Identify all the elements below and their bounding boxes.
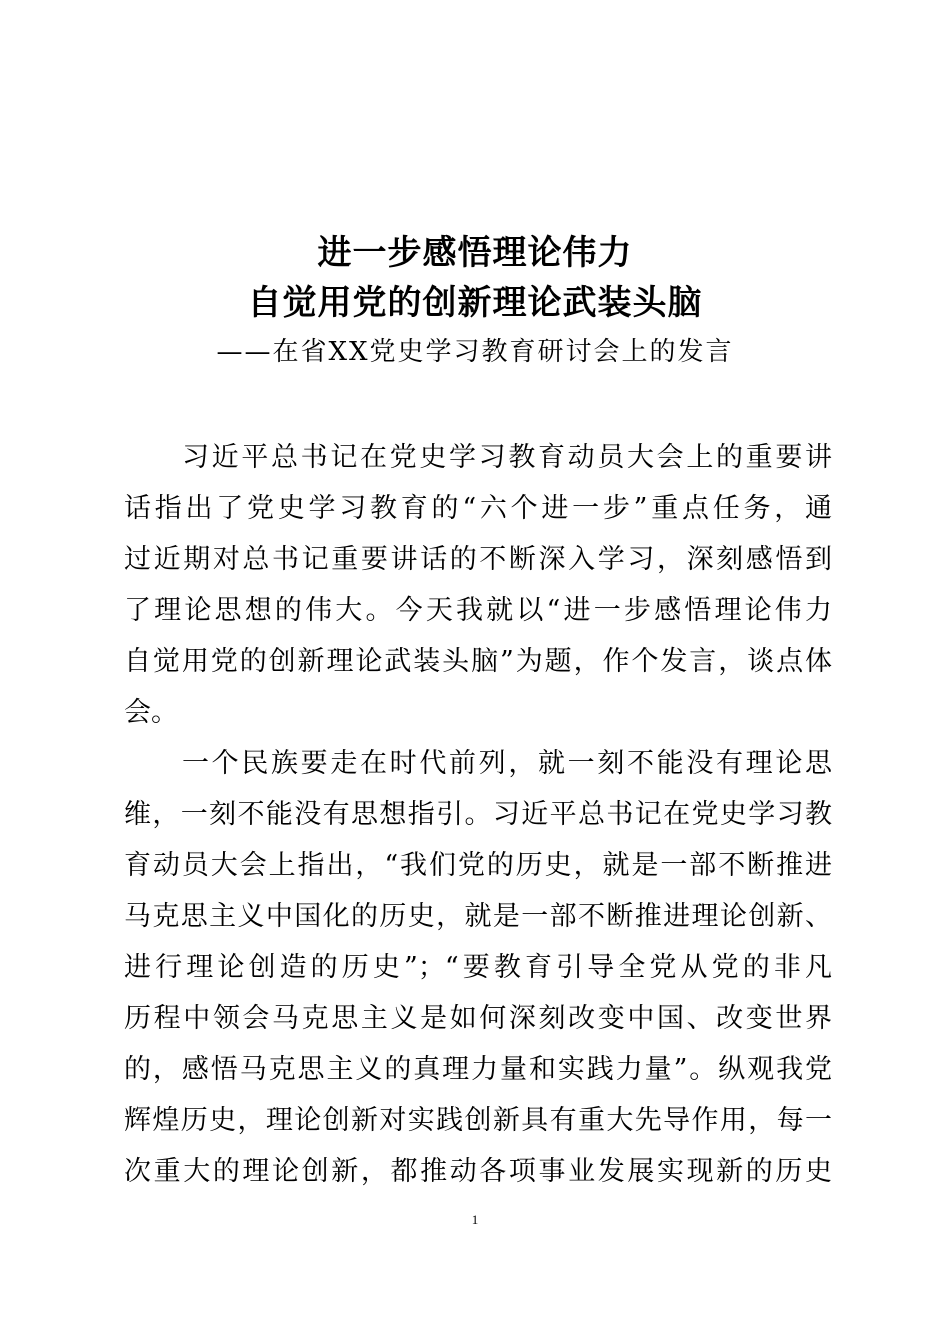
paragraph-line: 维，一刻不能没有思想指引。习近平总书记在党史学习教 xyxy=(124,799,832,830)
paragraph-line: 过近期对总书记重要讲话的不断深入学习，深刻感悟到 xyxy=(124,544,832,575)
page-number: 1 xyxy=(471,1212,479,1227)
paragraph-line: 辉煌历史，理论创新对实践创新具有重大先导作用，每一 xyxy=(124,1105,832,1136)
paragraph-2 xyxy=(124,738,832,1197)
paragraph-line: 自觉用党的创新理论武装头脑”为题，作个发言，谈点体 xyxy=(124,646,832,677)
paragraph-1 xyxy=(124,432,832,738)
paragraph-line: 话指出了党史学习教育的“六个进一步”重点任务，通 xyxy=(124,493,832,524)
title-block xyxy=(0,228,950,372)
document-title-line-2: 自觉用党的创新理论武装头脑 xyxy=(247,283,703,323)
paragraph-line: 进行理论创造的历史”；“要教育引导全党从党的非凡 xyxy=(124,952,832,983)
paragraph-line: 一个民族要走在时代前列，就一刻不能没有理论思 xyxy=(182,748,832,779)
paragraph-line: 会。 xyxy=(124,697,178,728)
paragraph-line: 了理论思想的伟大。今天我就以“进一步感悟理论伟力 xyxy=(124,595,832,626)
paragraph-line: 马克思主义中国化的历史，就是一部不断推进理论创新、 xyxy=(124,901,832,932)
document-subtitle: ——在省XX党史学习教育研讨会上的发言 xyxy=(216,337,734,367)
paragraph-line: 育动员大会上指出，“我们党的历史，就是一部不断推进 xyxy=(124,850,832,881)
body-text xyxy=(124,432,832,1197)
document-title-line-1: 进一步感悟理论伟力 xyxy=(317,233,633,273)
paragraph-line: 的，感悟马克思主义的真理力量和实践力量”。纵观我党 xyxy=(124,1054,832,1085)
paragraph-line: 次重大的理论创新，都推动各项事业发展实现新的历史 xyxy=(124,1156,832,1187)
paragraph-line: 习近平总书记在党史学习教育动员大会上的重要讲 xyxy=(182,442,832,473)
paragraph-line: 历程中领会马克思主义是如何深刻改变中国、改变世界 xyxy=(124,1003,832,1034)
